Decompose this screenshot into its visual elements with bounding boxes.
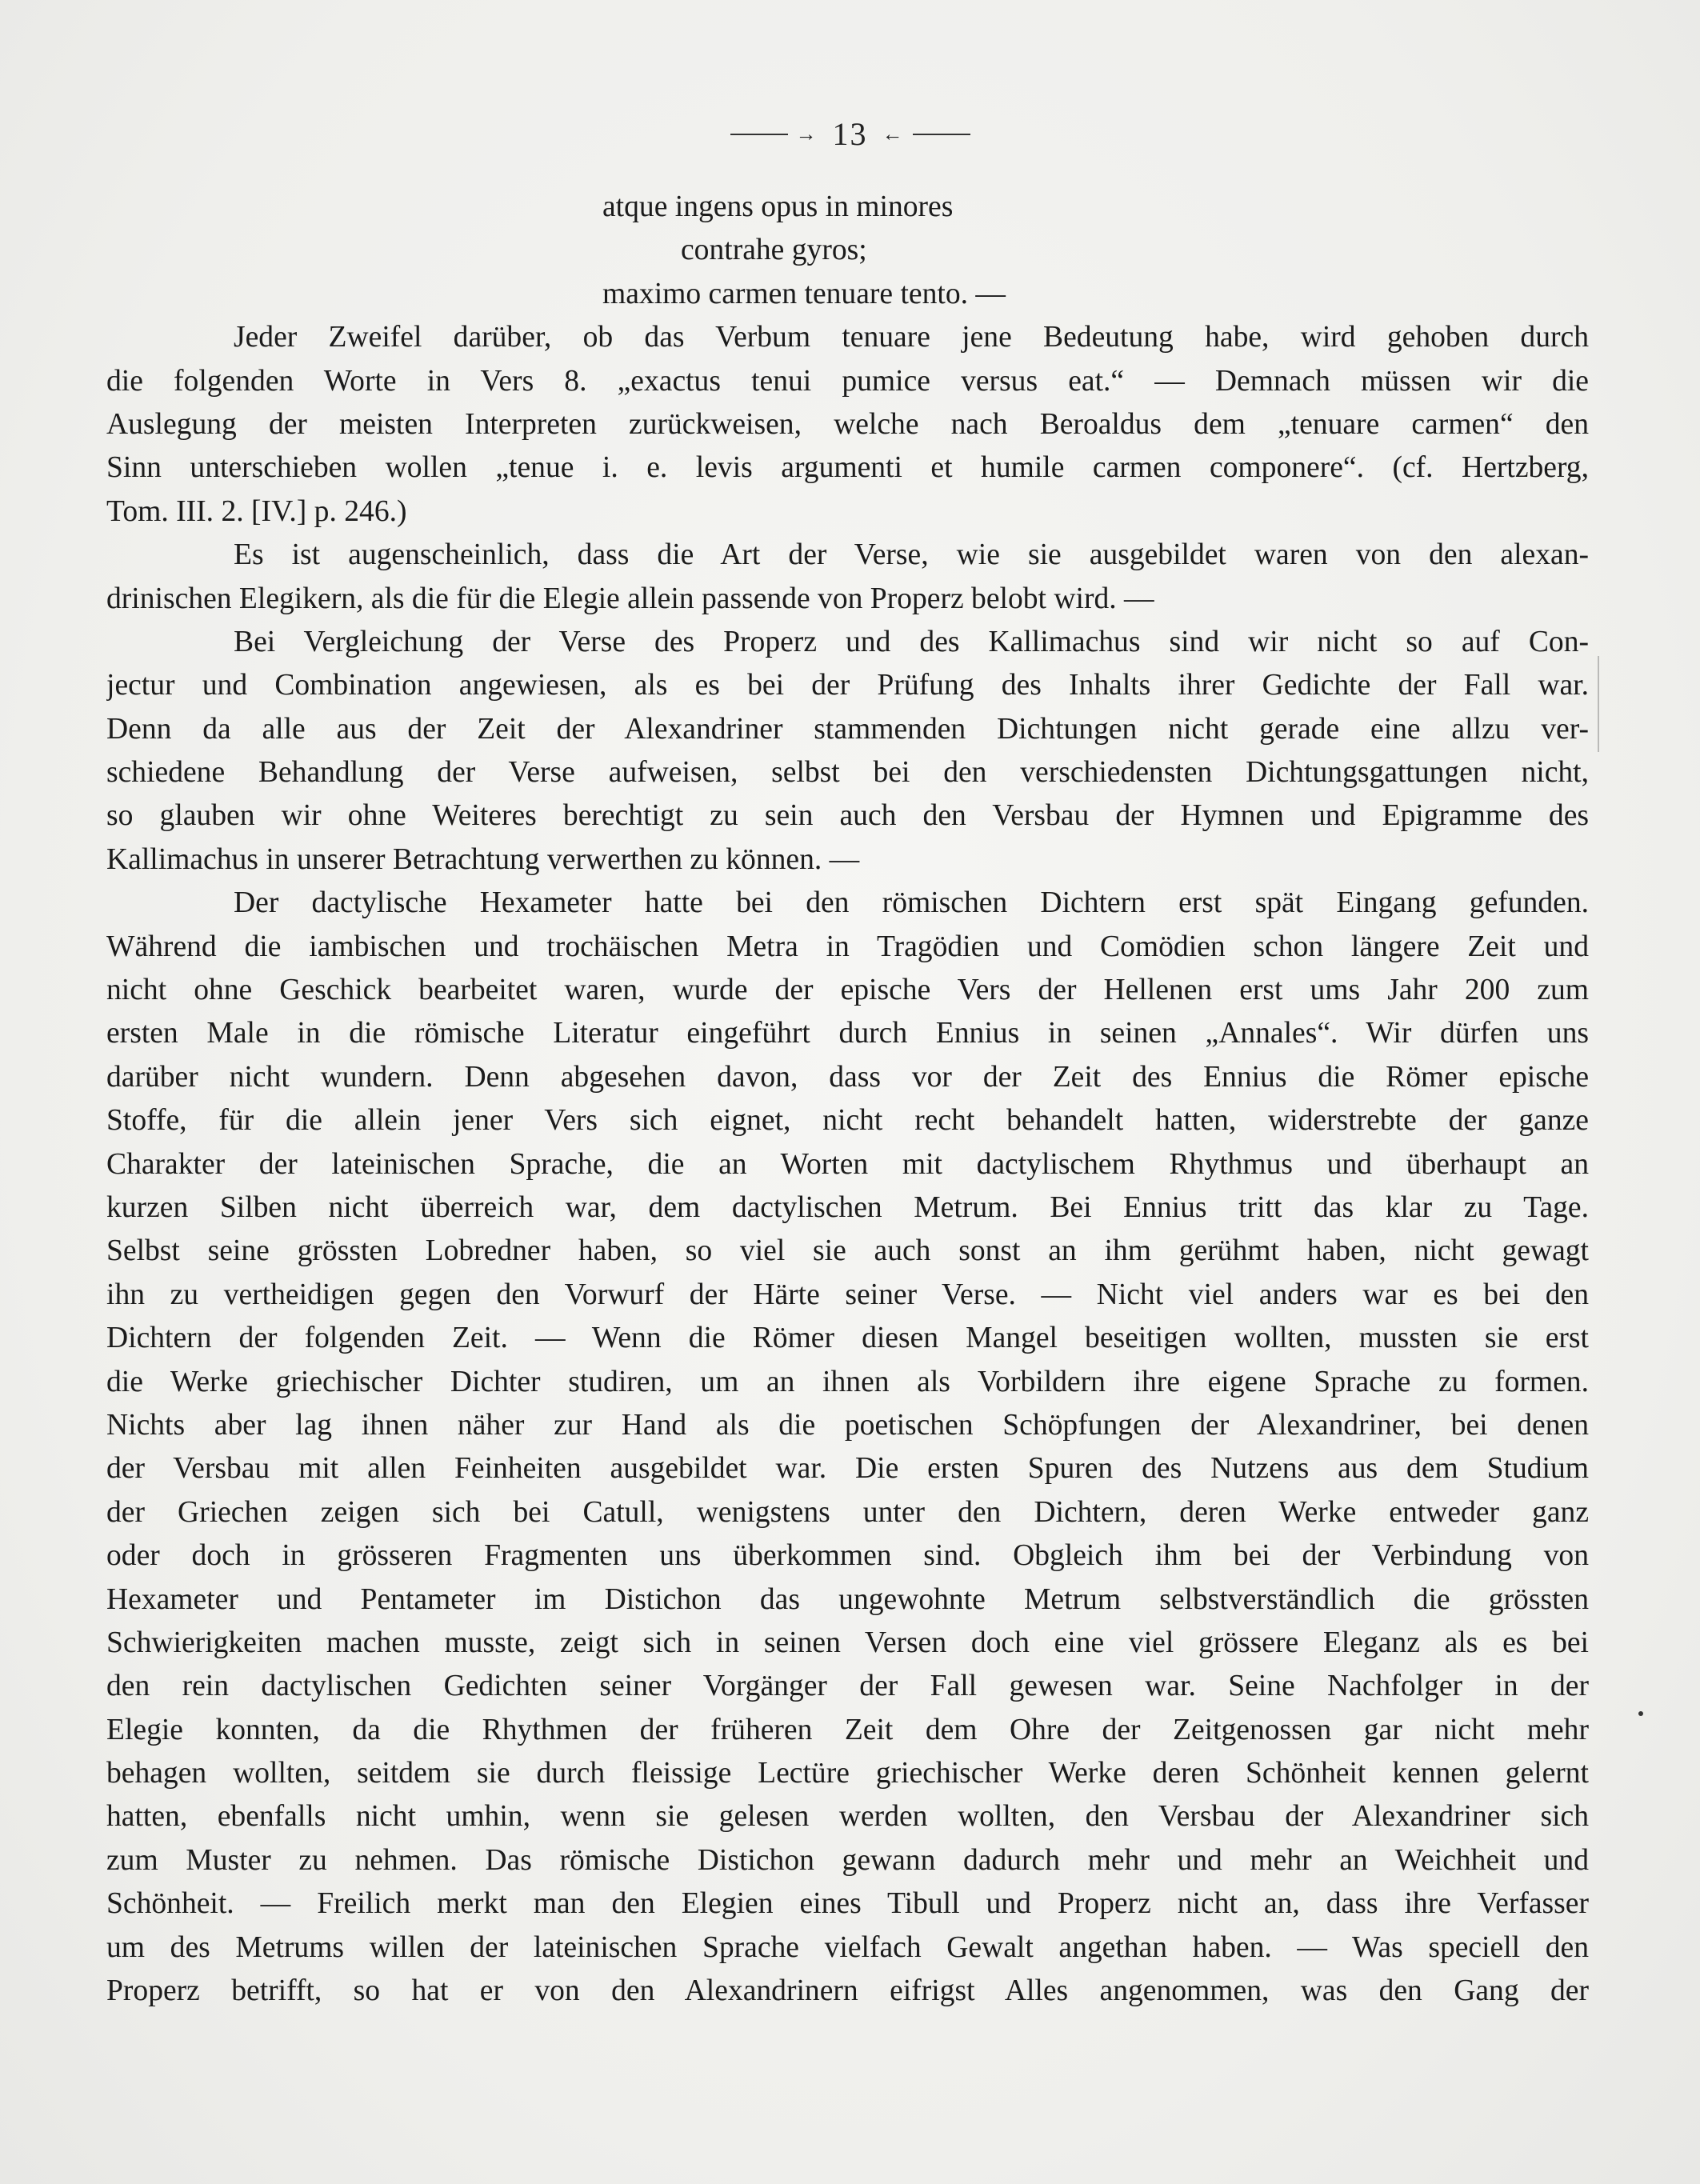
page-number: 13 — [832, 116, 868, 153]
text-line: jectur und Combination angewiesen, als es bei der Prüfung des Inhalts ihrer Gedichte der Fall war. — [106, 669, 1589, 702]
text-line: Auslegung der meisten Interpreten zurückweisen, welche nach Beroaldus dem „tenuare carmen“ den — [106, 407, 1589, 441]
text-line: Schönheit. — Freilich merkt man den Elegien eines Tibull und Properz nicht an, dass ihre Verfasser — [106, 1887, 1589, 1921]
page-header — [0, 112, 1700, 153]
verse-quotation — [106, 186, 1589, 316]
text-line: Charakter der lateinischen Sprache, die an Worten mit dactylischem Rhythmus und überhaupt an — [106, 1147, 1589, 1181]
text-line: Jeder Zweifel darüber, ob das Verbum tenuare jene Bedeutung habe, wird gehoben durch — [234, 321, 1589, 354]
text-line: ersten Male in die römische Literatur eingeführt durch Ennius in seinen „Annales“. Wir dürfen uns — [106, 1017, 1589, 1050]
text-line: zum Muster zu nehmen. Das römische Distichon gewann dadurch mehr und mehr an Weichheit und — [106, 1843, 1589, 1877]
text-line: der Griechen zeigen sich bei Catull, wenigstens unter den Dichtern, deren Werke entweder ganz — [106, 1495, 1589, 1529]
paragraphs — [106, 316, 1589, 2013]
text-line: Elegie konnten, da die Rhythmen der früheren Zeit dem Ohre der Zeitgenossen gar nicht mehr — [106, 1713, 1589, 1746]
header-ornament-right: ← — [882, 122, 905, 146]
text-line: kurzen Silben nicht überreich war, dem dactylischen Metrum. Bei Ennius tritt das klar zu Tage. — [106, 1190, 1589, 1224]
text-line: um des Metrums willen der lateinischen Sprache vielfach Gewalt angethan haben. — Was speciell den — [106, 1930, 1589, 1964]
paragraph — [106, 534, 1589, 621]
text-line: schiedene Behandlung der Verse aufweisen, selbst bei den verschiedensten Dichtungsgattungen nicht, — [106, 756, 1589, 790]
text-line: Nichts aber lag ihnen näher zur Hand als die poetischen Schöpfungen der Alexandriner, bei denen — [106, 1408, 1589, 1442]
text-line: die Werke griechischer Dichter studiren, um an ihnen als Vorbildern ihre eigene Sprache zu formen. — [106, 1365, 1589, 1398]
text-line: Stoffe, für die allein jener Vers sich eignet, nicht recht behandelt hatten, widerstrebte der ganze — [106, 1104, 1589, 1138]
body-text — [106, 186, 1589, 2013]
text-line: Während die iambischen und trochäischen Metra in Tragödien und Comödien schon längere Zeit und — [106, 930, 1589, 963]
text-line: Denn da alle aus der Zeit der Alexandriner stammenden Dichtungen nicht gerade eine allzu ver- — [106, 712, 1589, 746]
verse-line: maximo carmen tenuare tento. — — [602, 277, 1006, 310]
text-line: die folgenden Worte in Vers 8. „exactus tenui pumice versus eat.“ — Demnach müssen wir die — [106, 364, 1589, 398]
paragraph — [106, 316, 1589, 534]
text-line: Tom. III. 2. [IV.] p. 246.) — [106, 494, 407, 528]
text-line: hatten, ebenfalls nicht umhin, wenn sie gelesen werden wollten, den Versbau der Alexandriner sich — [106, 1800, 1589, 1834]
ink-speck — [1638, 1711, 1643, 1716]
text-line: Der dactylische Hexameter hatte bei den römischen Dichtern erst spät Eingang gefunden. — [234, 886, 1589, 920]
verse-line: atque ingens opus in minores — [602, 190, 954, 223]
text-line: Schwierigkeiten machen musste, zeigt sich in seinen Versen doch eine viel grössere Eleganz als es bei — [106, 1626, 1589, 1659]
text-line: Selbst seine grössten Lobredner haben, so viel sie auch sonst an ihm gerühmt haben, nicht gewagt — [106, 1234, 1589, 1268]
text-line: Properz betrifft, so hat er von den Alexandrinern eifrigst Alles angenommen, was den Gang der — [106, 1974, 1589, 2008]
text-line: Dichtern der folgenden Zeit. — Wenn die Römer diesen Mangel beseitigen wollten, mussten sie erst — [106, 1322, 1589, 1355]
header-ornament-left: → — [795, 122, 818, 146]
text-line: nicht ohne Geschick bearbeitet waren, wurde der epische Vers der Hellenen erst ums Jahr 200 zum — [106, 974, 1589, 1007]
header-rule-right — [913, 134, 970, 135]
scan-edge-mark — [1598, 656, 1599, 752]
text-line: Kallimachus in unserer Betrachtung verwerthen zu können. — — [106, 842, 860, 876]
text-line: behagen wollten, seitdem sie durch fleissige Lectüre griechischer Werke deren Schönheit kennen gelernt — [106, 1757, 1589, 1790]
text-line: Es ist augenscheinlich, dass die Art der Verse, wie sie ausgebildet waren von den alexan- — [234, 538, 1589, 572]
text-line: oder doch in grösseren Fragmenten uns überkommen sind. Obgleich ihm bei der Verbindung von — [106, 1539, 1589, 1573]
text-line: Hexameter und Pentameter im Distichon das ungewohnte Metrum selbstverständlich die grössten — [106, 1582, 1589, 1616]
text-line: ihn zu vertheidigen gegen den Vorwurf der Härte seiner Verse. — Nicht viel anders war es bei den — [106, 1278, 1589, 1311]
paragraph — [106, 882, 1589, 2013]
header-rule-left — [730, 134, 788, 135]
text-line: Sinn unterschieben wollen „tenue i. e. levis argumenti et humile carmen componere“. (cf. Hertzberg, — [106, 451, 1589, 485]
paragraph — [106, 621, 1589, 882]
text-line: darüber nicht wundern. Denn abgesehen davon, dass vor der Zeit des Ennius die Römer epische — [106, 1060, 1589, 1094]
verse-line: contrahe gyros; — [681, 234, 867, 267]
text-line: so glauben wir ohne Weiteres berechtigt zu sein auch den Versbau der Hymnen und Epigramme des — [106, 799, 1589, 833]
text-line: der Versbau mit allen Feinheiten ausgebildet war. Die ersten Spuren des Nutzens aus dem Studium — [106, 1452, 1589, 1486]
text-line: drinischen Elegikern, als die für die Elegie allein passende von Properz belobt wird. — — [106, 582, 1154, 615]
text-line: den rein dactylischen Gedichten seiner Vorgänger der Fall gewesen war. Seine Nachfolger in der — [106, 1670, 1589, 1703]
text-line: Bei Vergleichung der Verse des Properz und des Kallimachus sind wir nicht so auf Con- — [234, 625, 1589, 658]
